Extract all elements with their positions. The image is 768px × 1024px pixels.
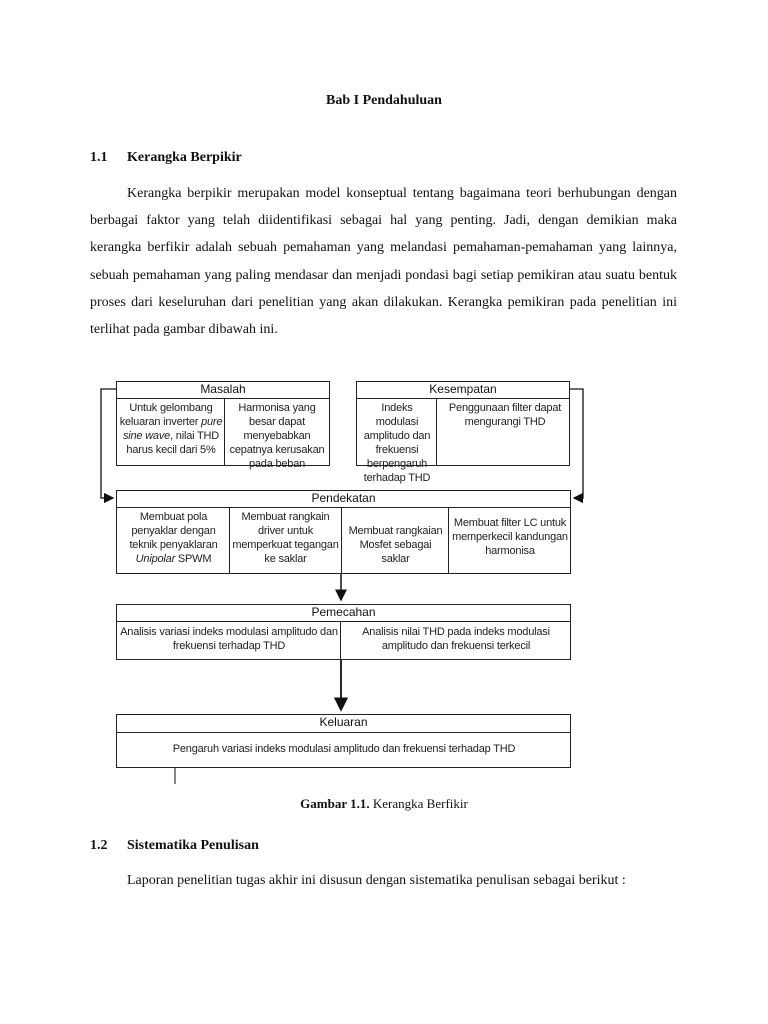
cell-divider [340, 622, 341, 659]
body-paragraph: Laporan penelitian tugas akhir ini disusun dengan sistematika penulisan sebagai berikut : [127, 873, 626, 888]
cell-divider [448, 508, 449, 573]
pendekatan-cell-1-italic: Unipolar [135, 553, 176, 565]
cell-divider [341, 508, 342, 573]
pendekatan-cell-3: Membuat rangkaian Mosfet sebagai saklar [348, 525, 443, 565]
masalah-cell-1-italic: pure sine wave [122, 416, 223, 442]
section-title: Sistematika Penulisan [127, 838, 259, 853]
keluaran-box [116, 714, 571, 768]
kesempatan-cell-1: Indeks modulasi amplitudo dan frekuensi berpengaruh terhadap THD [363, 402, 431, 484]
keluaran-title: Keluaran [117, 715, 570, 733]
section-number: 1.1 [90, 150, 108, 165]
pemecahan-box [116, 604, 571, 660]
pemecahan-title: Pemecahan [117, 605, 570, 622]
figure-caption-label: Gambar 1.1. [300, 796, 370, 811]
kesempatan-box [356, 381, 570, 484]
masalah-cell-1-text-b: , nilai THD harus kecil dari 5% [126, 430, 220, 456]
masalah-cell-1 [119, 401, 223, 457]
kesempatan-cell-2: Penggunaan filter dapat mengurangi THD [448, 402, 562, 428]
pemecahan-cell-1: Analisis variasi indeks modulasi amplitudo dan frekuensi terhadap THD [120, 626, 338, 652]
kesempatan-title: Kesempatan [357, 382, 569, 399]
figure-caption [0, 796, 768, 812]
cell-divider [229, 508, 230, 573]
keluaran-cell-1: Pengaruh variasi indeks modulasi amplitudo dan frekuensi terhadap THD [172, 743, 516, 755]
pendekatan-cell-1-text-a: Membuat pola penyaklar dengan teknik penyaklaran [129, 511, 218, 551]
pendekatan-box [116, 490, 571, 574]
section-title: Kerangka Berpikir [127, 150, 242, 165]
cell-divider [436, 399, 437, 465]
pendekatan-cell-2: Membuat rangkain driver untuk memperkuat tegangan ke saklar [232, 511, 339, 565]
pemecahan-cell-2: Analisis nilai THD pada indeks modulasi amplitudo dan frekuensi terkecil [362, 626, 550, 652]
pendekatan-cell-1-text-b: SPWM [175, 553, 212, 565]
body-paragraph: Kerangka berpikir merupakan model konseptual tentang bagaimana teori berhubungan dengan berbagai faktor yang telah diidentifikasi sebagai hal yang penting. Jadi, dengan demikian maka kerangka berfikir adalah sebuah pemahaman yang melandasi pemahaman-pemahaman yang lainnya, sebuah pemahaman yang paling mendasar dan menjadi pondasi bagi setiap pemikiran atau suatu bentuk proses dari keseluruhan dari penelitian yang akan dilakukan. Kerangka pemikiran pada penelitian ini terlihat pada gambar dibawah ini. [90, 186, 677, 338]
pendekatan-title: Pendekatan [117, 491, 570, 508]
masalah-box [116, 381, 330, 470]
figure-caption-text: Kerangka Berfikir [369, 796, 468, 811]
masalah-cell-1-text-a: Untuk gelombang keluaran inverter [119, 402, 213, 428]
connector-masalah [101, 389, 116, 498]
section-number: 1.2 [90, 838, 108, 853]
connector-kesempatan [570, 389, 583, 498]
pendekatan-cell-4: Membuat filter LC untuk memperkecil kandungan harmonisa [452, 517, 568, 557]
masalah-cell-2: Harmonisa yang besar dapat menyebabkan cepatnya kerusakan pada beban [229, 402, 325, 470]
chapter-title: Bab I Pendahuluan [326, 93, 442, 108]
pendekatan-cell-1 [119, 510, 228, 566]
masalah-title: Masalah [117, 382, 329, 399]
